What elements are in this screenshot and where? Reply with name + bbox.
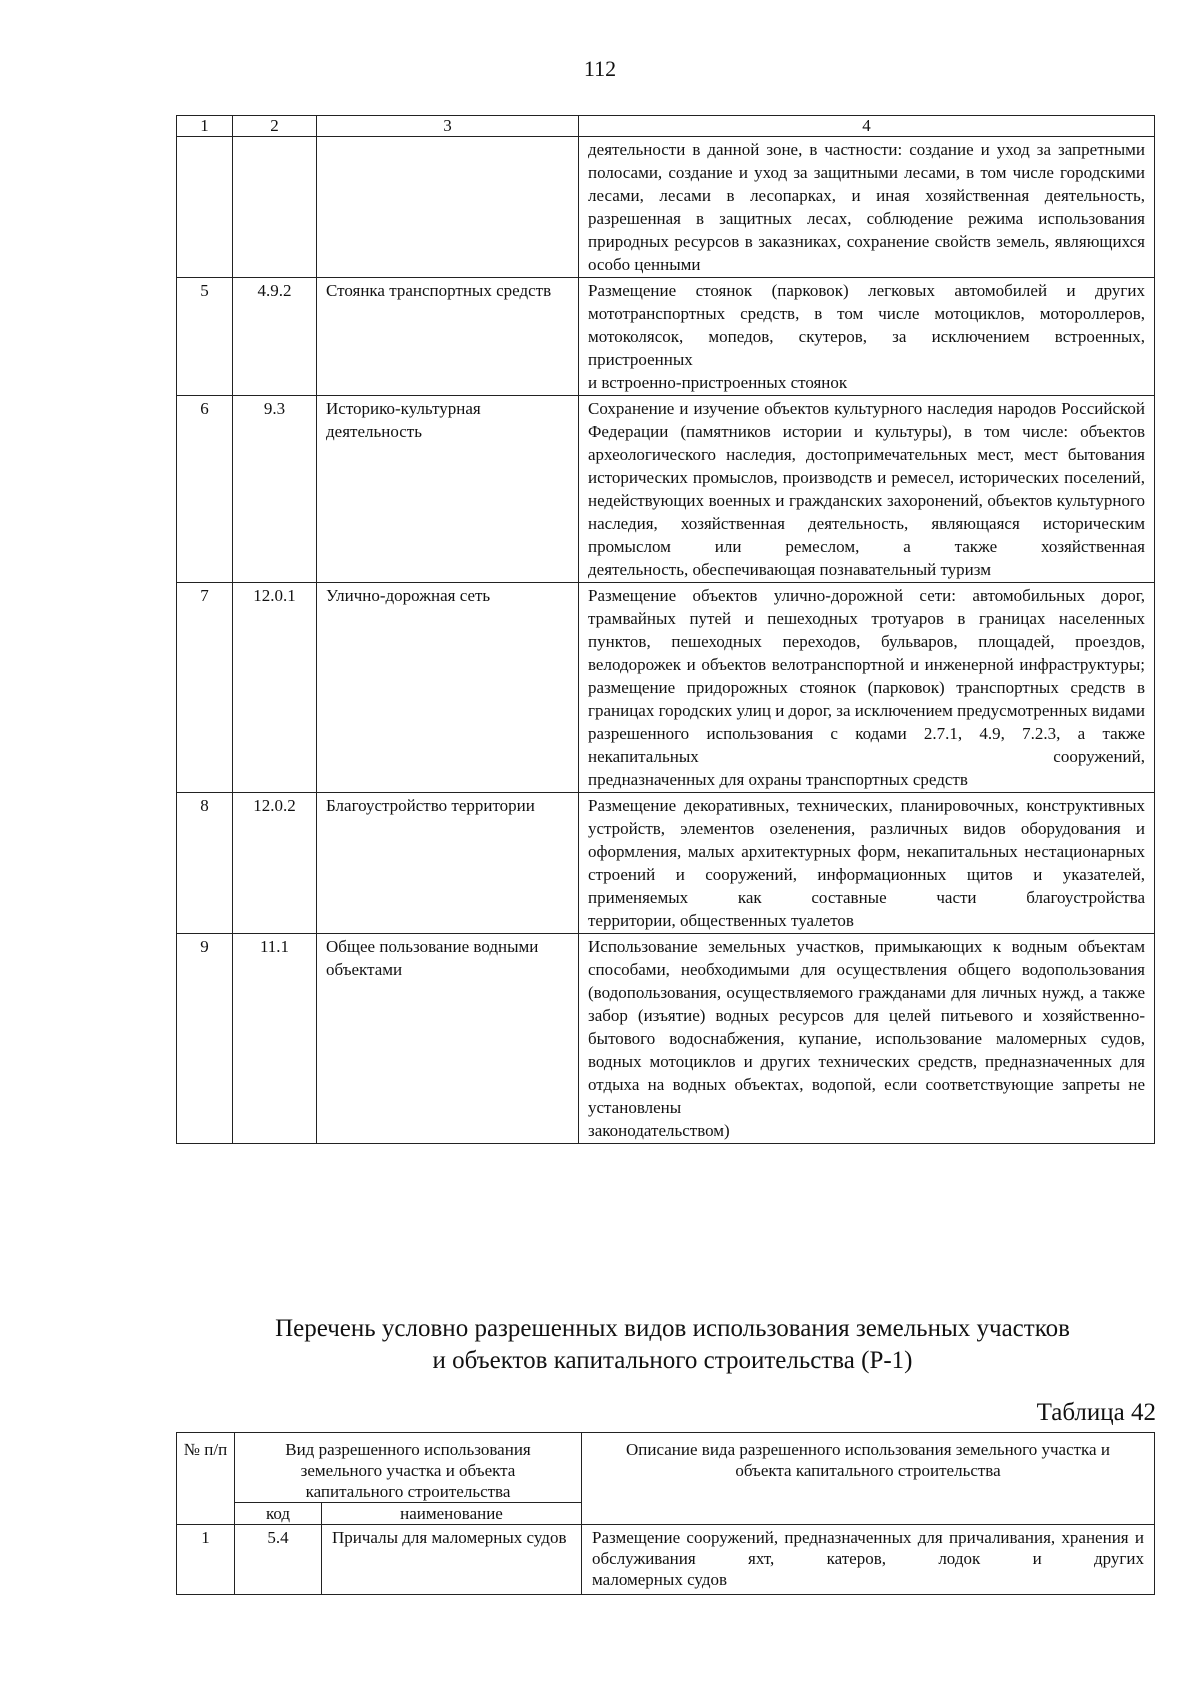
description-last-line: маломерных судов (592, 1570, 727, 1589)
row-name: Благоустройство территории (317, 793, 579, 934)
conditional-uses-table (176, 1432, 1155, 1595)
row-name: Улично-дорожная сеть (317, 583, 579, 793)
description-text: Размещение объектов улично-дорожной сети: автомобильных дорог, трамвайных путей и пешеходных тротуаров в границах населенных пунктов, пешеходных переходов, бульваров, площадей, проездов, велодорожек и объектов велотранспортной и инженерной инфраструктуры; размещение придорожных стоянок (парковок) транспортных средств в границах городских улиц и дорог, за исключением предусмотренных видами разрешенного использования с кодами 2.7.1, 4.9, 7.2.3, а также некапитальных сооружений, (588, 586, 1145, 766)
section-title-line-1: Перечень условно разрешенных видов использования земельных участков (275, 1315, 1070, 1342)
row-name: Стоянка транспортных средств (317, 278, 579, 396)
description-last-line: законодательством) (588, 1121, 730, 1140)
column-number-row (177, 116, 1155, 137)
table-row (177, 137, 1155, 278)
description-text: Размещение сооружений, предназначенных для причаливания, хранения и обслуживания яхт, катеров, лодок и других (592, 1528, 1144, 1568)
permitted-uses-table-continued (176, 115, 1155, 1144)
row-description (579, 793, 1155, 934)
row-description (582, 1525, 1155, 1595)
row-description (579, 934, 1155, 1144)
row-code (233, 137, 317, 278)
page-number: 112 (583, 56, 617, 81)
section-title (0, 1313, 1200, 1377)
header-name: наименование (322, 1503, 582, 1525)
column-number-4: 4 (579, 116, 1155, 137)
table-row (177, 793, 1155, 934)
row-number: 6 (177, 396, 233, 583)
row-name: Историко-культурная деятельность (317, 396, 579, 583)
table-row (177, 583, 1155, 793)
table-row (177, 1525, 1155, 1595)
description-text: Размещение декоративных, технических, планировочных, конструктивных устройств, элементов озеленения, различных видов оборудования и оформления, малых архитектурных форм, некапитальных нестационарных строений и сооружений, информационных щитов и указателей, применяемых как составные части благоустройства (588, 796, 1145, 907)
row-name (317, 137, 579, 278)
row-description (579, 278, 1155, 396)
header-description: Описание вида разрешенного использования земельного участка и объекта капитального строительства (582, 1433, 1155, 1525)
description-last-line: и встроенно-пристроенных стоянок (588, 373, 848, 392)
row-description (579, 583, 1155, 793)
description-last-line: особо ценными (588, 255, 701, 274)
description-text: Использование земельных участков, примыкающих к водным объектам способами, необходимыми для осуществления общего водопользования (водопользования, осуществляемого гражданами для личных нужд, а также забор (изъятие) водных ресурсов для целей питьевого и хозяйственно-бытового водоснабжения, купание, использование маломерных судов, водных мотоциклов и других технических средств, предназначенных для отдыха на водных объектах, водопой, если соответствующие запреты не установлены (588, 937, 1145, 1117)
description-last-line: предназначенных для охраны транспортных средств (588, 770, 968, 789)
row-code: 12.0.1 (233, 583, 317, 793)
table-row (177, 934, 1155, 1144)
description-text: Размещение стоянок (парковок) легковых автомобилей и других мототранспортных средств, в том числе мотоциклов, мотороллеров, мотоколясок, мопедов, скутеров, за исключением встроенных, пристроенных (588, 281, 1145, 369)
row-description (579, 396, 1155, 583)
row-code: 4.9.2 (233, 278, 317, 396)
description-text: деятельности в данной зоне, в частности: создание и уход за запретными полосами, создание и уход за защитными лесами, в том числе городскими лесами, лесами в лесопарках, и иная хозяйственная деятельность, разрешенная в защитных лесах, соблюдение режима использования природных ресурсов в заказниках, сохранение свойств земель, являющихся (588, 140, 1145, 251)
row-number (177, 137, 233, 278)
row-name: Причалы для маломерных судов (322, 1525, 582, 1595)
row-code: 9.3 (233, 396, 317, 583)
row-name: Общее пользование водными объектами (317, 934, 579, 1144)
table-header-row (177, 1433, 1155, 1503)
table-row (177, 396, 1155, 583)
description-last-line: территории, общественных туалетов (588, 911, 854, 930)
row-number: 1 (177, 1525, 235, 1595)
section-title-line-2: и объектов капитального строительства (Р-1) (432, 1347, 913, 1374)
row-number: 9 (177, 934, 233, 1144)
header-kind: Вид разрешенного использования земельного участка и объекта капитального строительства (235, 1433, 582, 1503)
column-number-3: 3 (317, 116, 579, 137)
table-row (177, 278, 1155, 396)
row-code: 12.0.2 (233, 793, 317, 934)
description-last-line: деятельность, обеспечивающая познавательный туризм (588, 560, 992, 579)
header-number: № п/п (177, 1433, 235, 1525)
row-code: 5.4 (235, 1525, 322, 1595)
column-number-1: 1 (177, 116, 233, 137)
column-number-2: 2 (233, 116, 317, 137)
row-number: 8 (177, 793, 233, 934)
header-code: код (235, 1503, 322, 1525)
row-number: 7 (177, 583, 233, 793)
description-text: Сохранение и изучение объектов культурного наследия народов Российской Федерации (памятников истории и культуры), в том числе: объектов археологического наследия, достопримечательных мест, мест бытования исторических промыслов, производств и ремесел, исторических поселений, недействующих военных и гражданских захоронений, объектов культурного наследия, хозяйственная деятельность, являющаяся историческим промыслом или ремеслом, а также хозяйственная (588, 399, 1145, 556)
table-label: Таблица 42 (1036, 1399, 1156, 1426)
row-number: 5 (177, 278, 233, 396)
row-description (579, 137, 1155, 278)
row-code: 11.1 (233, 934, 317, 1144)
